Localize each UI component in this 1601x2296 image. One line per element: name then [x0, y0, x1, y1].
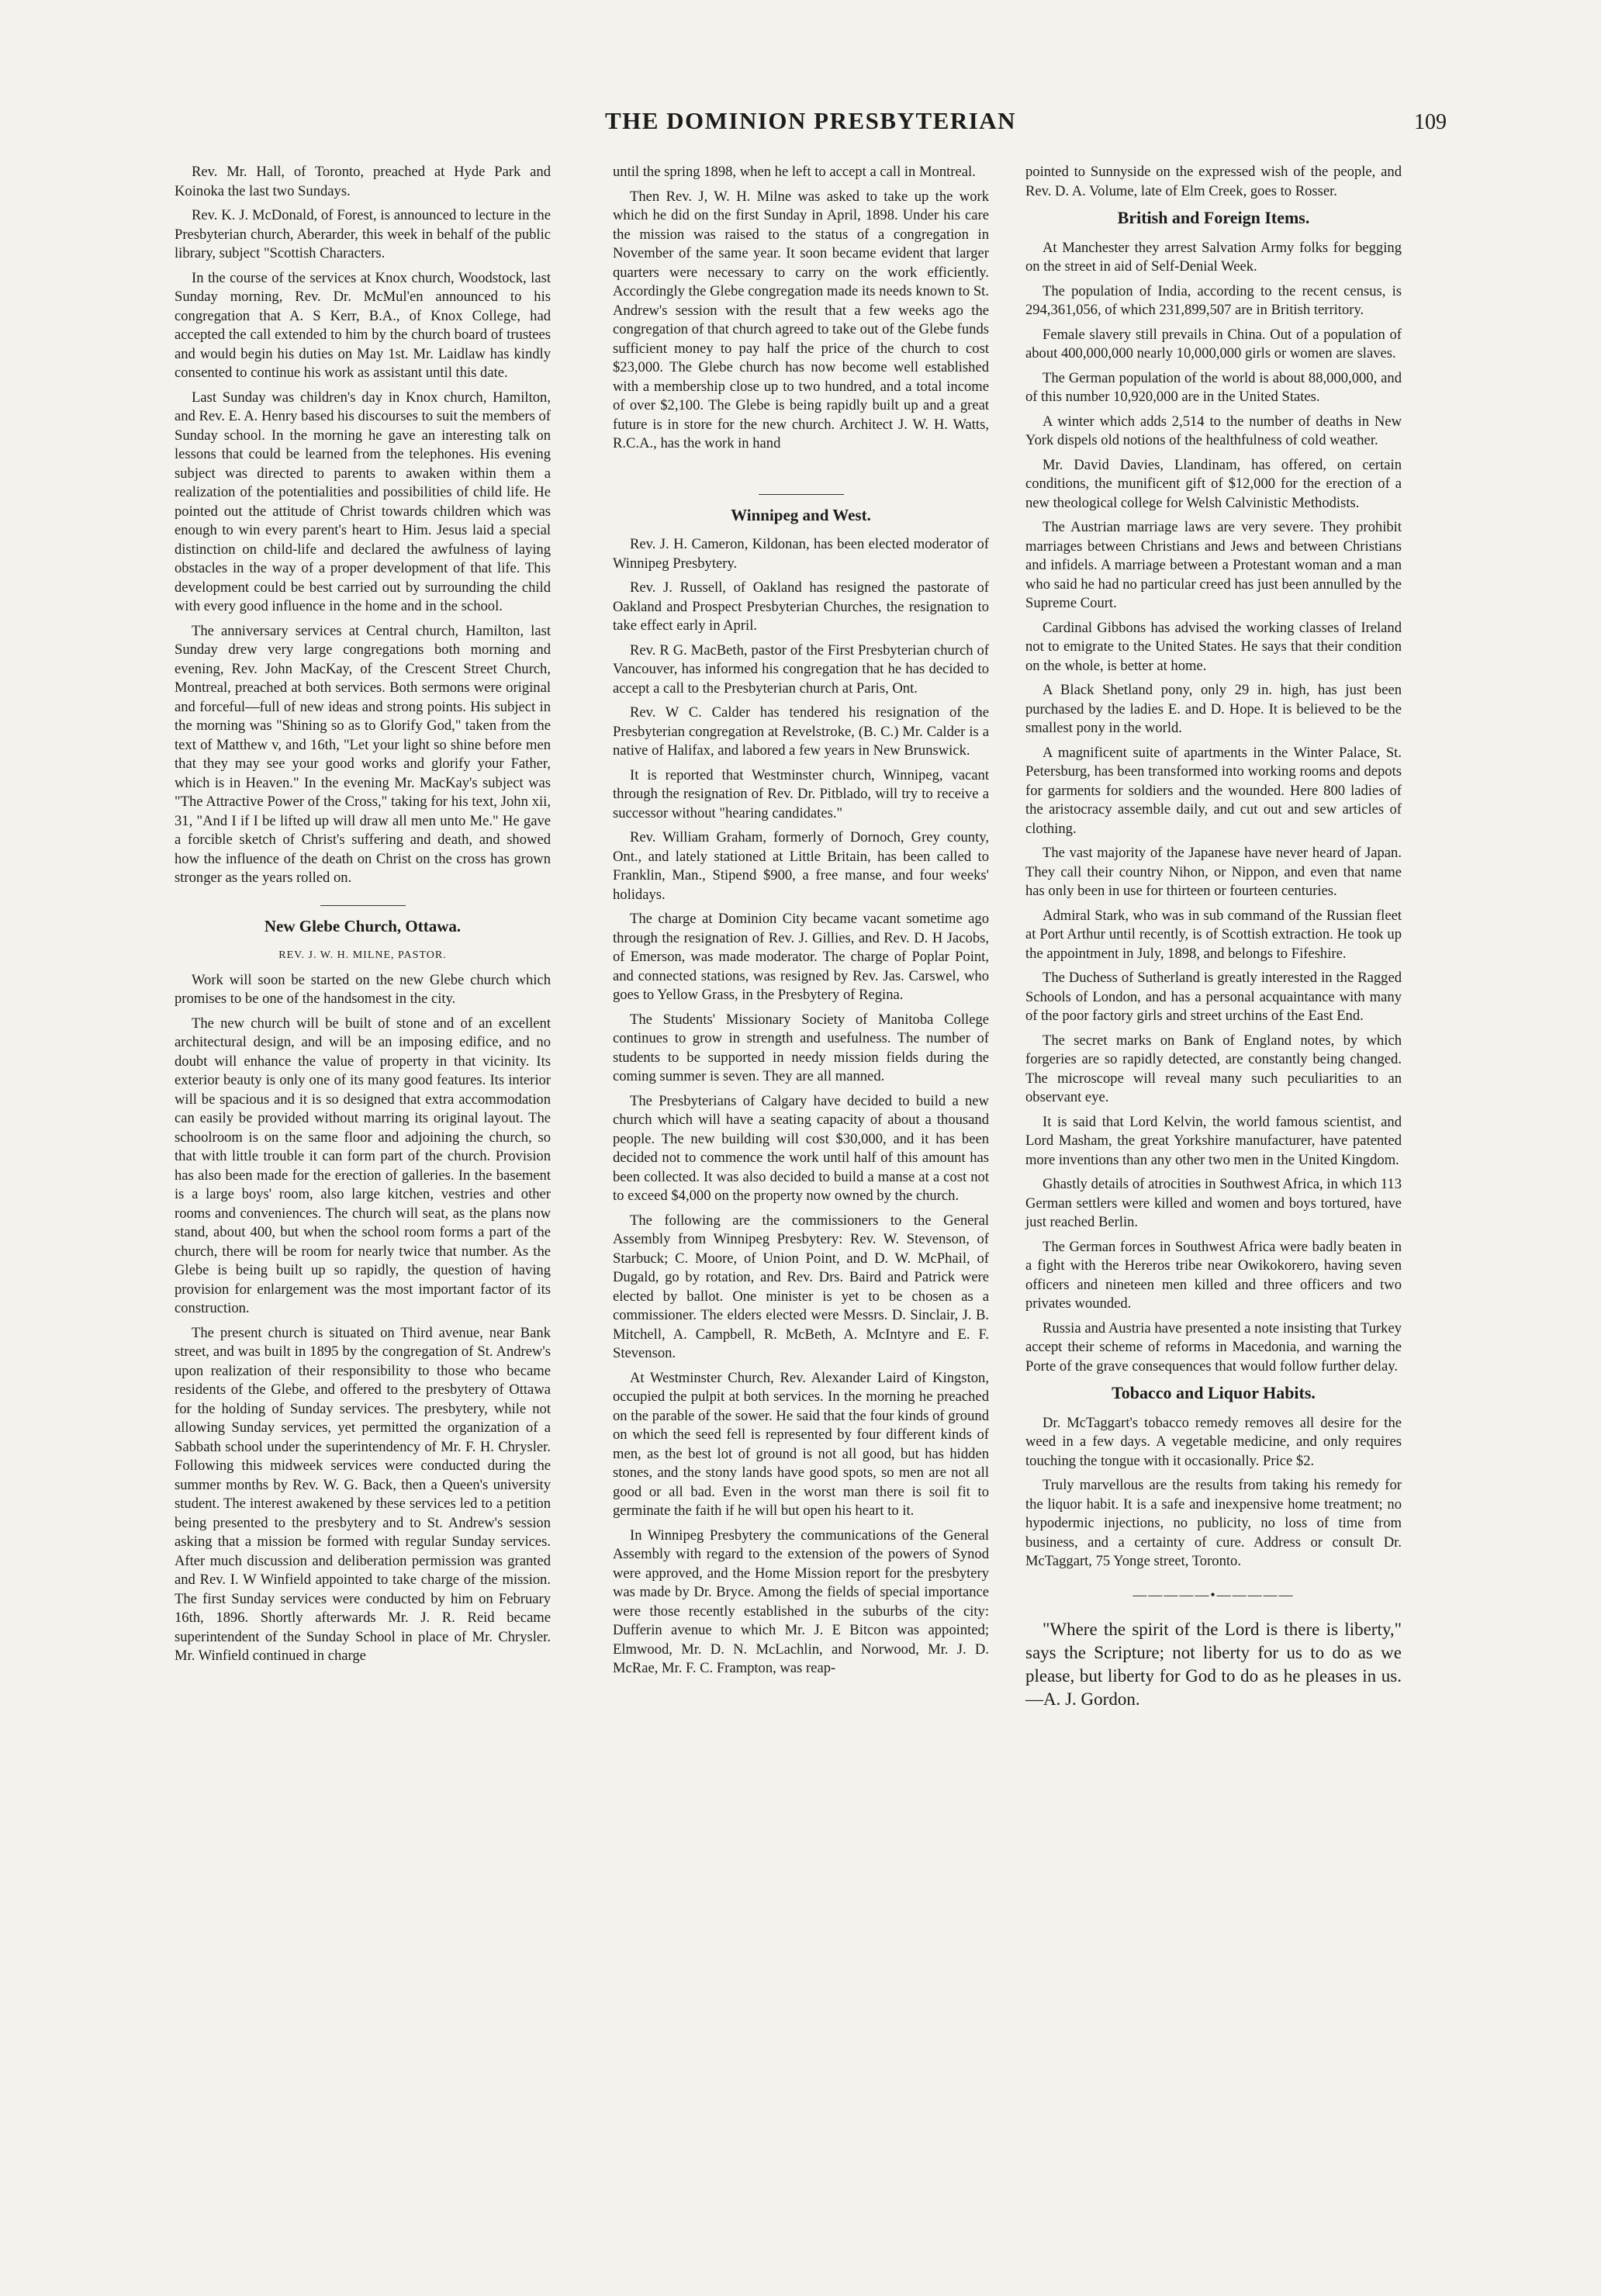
news-paragraph: The charge at Dominion City became vacant sometime ago through the resignation of Rev. J. Gillies, and Rev. D. H Jacobs, of Emerson, was made moderator. The charge of Poplar Point, and connected stations, was resigned by Rev. Jas. Carswel, who goes to Yellow Grass, in the Presbytery of Regina. — [613, 911, 989, 1003]
news-paragraph: Admiral Stark, who was in sub command of the Russian fleet at Port Arthur until recently, is of Scottish extraction. He took up the appointment in July, 1898, and belongs to Fifeshire. — [1025, 907, 1402, 962]
news-paragraph: In Winnipeg Presbytery the communications of the General Assembly with regard to the extension of the powers of Synod were approved, and the Home Mission report for the presbytery was made by Dr. Bryce. Among the fields of special importance were those recently established in the suburbs of the city: Dufferin avenue to which Mr. J. E Bitcon was appointed; Elmwood, Mr. D. N. McLachlin, and Norwood, Mr. J. D. McRae, Mr. F. C. Frampton, was reap- — [613, 1527, 989, 1676]
news-paragraph: It is reported that Westminster church, Winnipeg, vacant through the resignation of Rev. Dr. Pitblado, will try to receive a successor without "hearing candidates." — [613, 766, 989, 821]
news-paragraph: pointed to Sunnyside on the expressed wish of the people, and Rev. D. A. Volume, late of Elm Creek, goes to Rosser. — [1025, 164, 1402, 199]
news-paragraph: The German forces in Southwest Africa were badly beaten in a fight with the Hereros tribe near Owikokorero, having seven officers and nineteen men killed and three officers and two privates wounded. — [1025, 1238, 1402, 1312]
column-2 — [613, 163, 989, 1679]
news-paragraph: Mr. David Davies, Llandinam, has offered, on certain conditions, the munificent gift of $12,000 for the erection of a new theological college for Welsh Calvinistic Methodists. — [1025, 456, 1402, 511]
news-paragraph: The Presbyterians of Calgary have decided to build a new church which will have a seating capacity of about a thousand people. The new building will cost $30,000, and it has been decided not to commence the work until half of this amount has been collected. It was also decided to build a manse at a cost not to exceed $4,000 on the property now owned by the church. — [613, 1092, 989, 1204]
news-paragraph: Rev. R G. MacBeth, pastor of the First Presbyterian church of Vancouver, has informed his congregation that he has decided to accept a call to the Presbyterian church at Paris, Ont. — [613, 641, 989, 697]
news-paragraph: The population of India, according to the recent census, is 294,361,056, of which 231,899,507 are in British territory. — [1025, 282, 1402, 318]
closing-quote: "Where the spirit of the Lord is there is liberty," says the Scripture; not liberty for us to do as we please, but liberty for God to do as he pleases in us.—A. J. Gordon. — [1025, 1620, 1402, 1709]
news-paragraph: Rev. J. H. Cameron, Kildonan, has been elected moderator of Winnipeg Presbytery. — [613, 536, 989, 572]
advertisement-paragraph: Truly marvellous are the results from taking his remedy for the liquor habit. It is a safe and inexpensive home treatment; no hypodermic injections, no publicity, no loss of time from business, and a certainty of cure. Address or consult Dr. McTaggart, 75 Yonge street, Toronto. — [1025, 1477, 1402, 1569]
section-subheading: REV. J. W. H. MILNE, PASTOR. — [278, 949, 447, 961]
column-3 — [1025, 163, 1402, 1711]
ornament-divider: —————•————— — [1132, 1586, 1295, 1603]
news-paragraph: Ghastly details of atrocities in Southwest Africa, in which 113 German settlers were killed and women and boys tortured, have just reached Berlin. — [1025, 1176, 1402, 1230]
news-paragraph: It is said that Lord Kelvin, the world famous scientist, and Lord Masham, the great Yorkshire manufacturer, have patented more inventions than any other two men in the United Kingdom. — [1025, 1113, 1402, 1168]
masthead-title: THE DOMINION PRESBYTERIAN — [604, 107, 1017, 134]
section-heading: British and Foreign Items. — [1117, 208, 1310, 227]
news-paragraph: At Westminster Church, Rev. Alexander Laird of Kingston, occupied the pulpit at both services. In the morning he preached on the parable of the sower. He said that the four kinds of ground on which the seed fell is represented by four different kinds of men, as the best lot of ground is not all good, but has hidden stones, and the stony lands have good spots, so men are not all good or all bad. Even in the worst man there is soil fit to germinate the faith if he will but open his heart to it. — [613, 1369, 989, 1519]
news-paragraph: Rev. William Graham, formerly of Dornoch, Grey county, Ont., and lately stationed at Little Britain, has been called to Franklin, Man., Stipend $900, a free manse, and four weeks' holidays. — [613, 829, 989, 903]
news-paragraph: The new church will be built of stone and of an excellent architectural design, and will be an imposing edifice, and no doubt will enhance the value of property in that vicinity. Its exterior beauty is only one of its many good features. Its interior will be spacious and it is so designed that extra accommodation can easily be provided without marring its original layout. The schoolroom is on the same floor and adjoining the church, so that with little trouble it can form part of the church. Provision has also been made for the erection of galleries. In the basement is a large boys' room, also large kitchen, vestries and other rooms and conveniences. The church will seat, as the plans now stand, about 400, but when the school room forms a part of the church, there will be room for nearly twice that number. As the Glebe is being built up so rapidly, the question of having provision for enlargement was the most important factor of its construction. — [175, 1015, 551, 1316]
news-paragraph: A winter which adds 2,514 to the number of deaths in New York dispels old notions of the healthfulness of cold weather. — [1025, 413, 1402, 448]
news-paragraph: The Austrian marriage laws are very severe. They prohibit marriages between Christians and Jews and between Christians and infidels. A marriage between a Protestant woman and a man who said he had no particular creed has just been annulled by the Supreme Court. — [1025, 519, 1402, 611]
news-paragraph: Cardinal Gibbons has advised the working classes of Ireland not to emigrate to the United States. He says that their condition on the whole, is better at home. — [1025, 619, 1402, 674]
news-paragraph: In the course of the services at Knox church, Woodstock, last Sunday morning, Rev. Dr. McMul'en announced to his congregation that A. S Kerr, B.A., of Knox College, had accepted the call extended to him by the church board of trustees and would begin his duties on May 1st. Mr. Laidlaw has kindly consented to continue his work as assistant until this date. — [175, 269, 551, 381]
news-paragraph: The German population of the world is about 88,000,000, and of this number 10,920,000 are in the United States. — [1025, 369, 1402, 405]
news-paragraph: Russia and Austria have presented a note insisting that Turkey accept their scheme of reforms in Macedonia, and warning the Porte of the grave consequences that would follow further delay. — [1025, 1319, 1402, 1374]
news-paragraph: Rev. Mr. Hall, of Toronto, preached at Hyde Park and Koinoka the last two Sundays. — [175, 164, 551, 199]
section-divider — [759, 494, 844, 495]
column-1 — [175, 163, 551, 1666]
advertisement-heading: Tobacco and Liquor Habits. — [1112, 1383, 1316, 1402]
news-paragraph: Then Rev. J, W. H. Milne was asked to take up the work which he did on the first Sunday in April, 1898. Under his care the mission was raised to the status of a congregation in November of the same year. It soon became evident that larger quarters were necessary to carry on the work efficiently. Accordingly the Glebe congregation made its needs known to St. Andrew's session with the result that a few weeks ago the congregation of that church agreed to take out of the Glebe funds sufficient money to pay half the price of the church to cost $23,000. The Glebe church has now become well established with a membership close up to two hundred, and a total income of over $2,100. The Glebe is being rapidly built up and a great future is in store for the new church. Architect J. W. H. Watts, R.C.A., has the work in hand — [613, 188, 989, 451]
news-paragraph: Rev. K. J. McDonald, of Forest, is announced to lecture in the Presbyterian church, Aberarder, this week in behalf of the public library, subject "Scottish Characters. — [175, 207, 551, 261]
news-paragraph: Rev. J. Russell, of Oakland has resigned the pastorate of Oakland and Prospect Presbyterian Churches, the resignation to take effect early in April. — [613, 579, 989, 634]
news-paragraph: Work will soon be started on the new Glebe church which promises to be one of the handsomest in the city. — [175, 971, 551, 1007]
advertisement-paragraph: Dr. McTaggart's tobacco remedy removes all desire for the weed in a few days. A vegetable medicine, and only requires touching the tongue with it occasionally. Price $2. — [1025, 1414, 1402, 1469]
news-paragraph: A magnificent suite of apartments in the Winter Palace, St. Petersburg, has been transformed into working rooms and depots for garments for soldiers and the wounded. Here 800 ladies of the aristocracy assemble daily, and cut out and sew articles of clothing. — [1025, 744, 1402, 837]
section-heading: Winnipeg and West. — [731, 505, 871, 524]
news-paragraph: Rev. W C. Calder has tendered his resignation of the Presbyterian congregation at Revelstroke, (B. C.) Mr. Calder is a native of Halifax, and labored a few years in New Brunswick. — [613, 704, 989, 759]
news-paragraph: Last Sunday was children's day in Knox church, Hamilton, and Rev. E. A. Henry based his discourses to suit the members of Sunday school. In the morning he gave an interesting talk on lessons that could be learned from the telephones. His evening subject was directed to parents to awaken within them a realization of the potentialities and possibilities of child life. He pointed out the attitude of Christ towards children which was enough to win every parent's heart to Him. Jesus laid a special distinction on child-life and declared the awfulness of laying obstacles in the way of a proper development of that life. This development could be best carried out by surrounding the child with every good influence in the home and in the school. — [175, 389, 551, 614]
page-header — [175, 107, 1447, 154]
news-paragraph: The Students' Missionary Society of Manitoba College continues to grow in strength and usefulness. The number of students to be supported in needy mission fields during the coming summer is seven. They are all manned. — [613, 1011, 989, 1084]
news-paragraph: The anniversary services at Central church, Hamilton, last Sunday drew very large congregations both morning and evening, Rev. John MacKay, of the Crescent Street Church, Montreal, preached at both services. Both sermons were original and forceful—full of new ideas and strong points. His subject in the morning was "Shining so as to Glorify God," taken from the text of Matthew v, and 16th, "Let your light so shine before men that they may see your good works and glorify your Father, which is in Heaven." In the evening Mr. MacKay's subject was "The Attractive Power of the Cross," taking for his text, John xii, 31, "And I if I be lifted up will draw all men unto Me." He gave a forcible sketch of Christ's suffering and death, and showed how the influence of the death on Christ on the cross has grown stronger as the years rolled on. — [175, 622, 551, 886]
news-paragraph: The present church is situated on Third avenue, near Bank street, and was built in 1895 by the congregation of St. Andrew's upon realization of their responsibility to those who became residents of the Glebe, and offered to the presbytery of Ottawa for the holding of Sunday services. The presbytery, while not allowing Sunday services, yet permitted the organization of a Sabbath school under the superintendency of Mr. F. H. Chrysler. Following this midweek services were conducted during the summer months by Rev. W. G. Back, then a Queen's university student. The interest awakened by these services led to a petition being presented to the presbytery and to St. Andrew's session asking that a mission be formed with regular Sunday services. After much discussion and deliberation permission was granted and Rev. I. W Winfield appointed to take charge of the mission. The first Sunday services were conducted by him on February 16th, 1896. Shortly afterwards Mr. J. R. Reid became superintendent of the Sunday School in place of Mr. Chrysler. Mr. Winfield continued in charge — [175, 1324, 551, 1664]
news-paragraph: The Duchess of Sutherland is greatly interested in the Ragged Schools of London, and has a personal acquaintance with many of the poor factory girls and street urchins of the East End. — [1025, 970, 1402, 1024]
news-paragraph: A Black Shetland pony, only 29 in. high, has just been purchased by the ladies E. and D. Hope. It is believed to be the smallest pony in the world. — [1025, 682, 1402, 736]
page-number: 109 — [1414, 110, 1447, 134]
section-divider — [320, 905, 406, 906]
section-heading: New Glebe Church, Ottawa. — [264, 916, 462, 935]
news-paragraph: The following are the commissioners to the General Assembly from Winnipeg Presbytery: Rev. W. Stevenson, of Starbuck; C. Moore, of Union Point, and D. W. McPhail, of Dugald, go by rotation, and Rev. Drs. Baird and Patrick were elected by ballot. One minister is yet to be chosen as a commissioner. The elders elected were Messrs. D. Sinclair, J. B. Mitchell, A. Campbell, R. McBeth, A. McIntyre and E. F. Stevenson. — [613, 1212, 989, 1361]
news-paragraph: The secret marks on Bank of England notes, by which forgeries are so rapidly detected, are constantly being changed. The microscope will reveal many such peculiarities to an observant eye. — [1025, 1032, 1402, 1105]
news-paragraph: Female slavery still prevails in China. Out of a population of about 400,000,000 nearly 10,000,000 girls or women are slaves. — [1025, 326, 1402, 361]
news-paragraph: until the spring 1898, when he left to accept a call in Montreal. — [613, 164, 976, 180]
news-paragraph: The vast majority of the Japanese have never heard of Japan. They call their country Nihon, or Nippon, and even that name has only been in use for thirteen or fourteen centuries. — [1025, 845, 1402, 899]
news-paragraph: At Manchester they arrest Salvation Army folks for begging on the street in aid of Self-Denial Week. — [1025, 239, 1402, 275]
